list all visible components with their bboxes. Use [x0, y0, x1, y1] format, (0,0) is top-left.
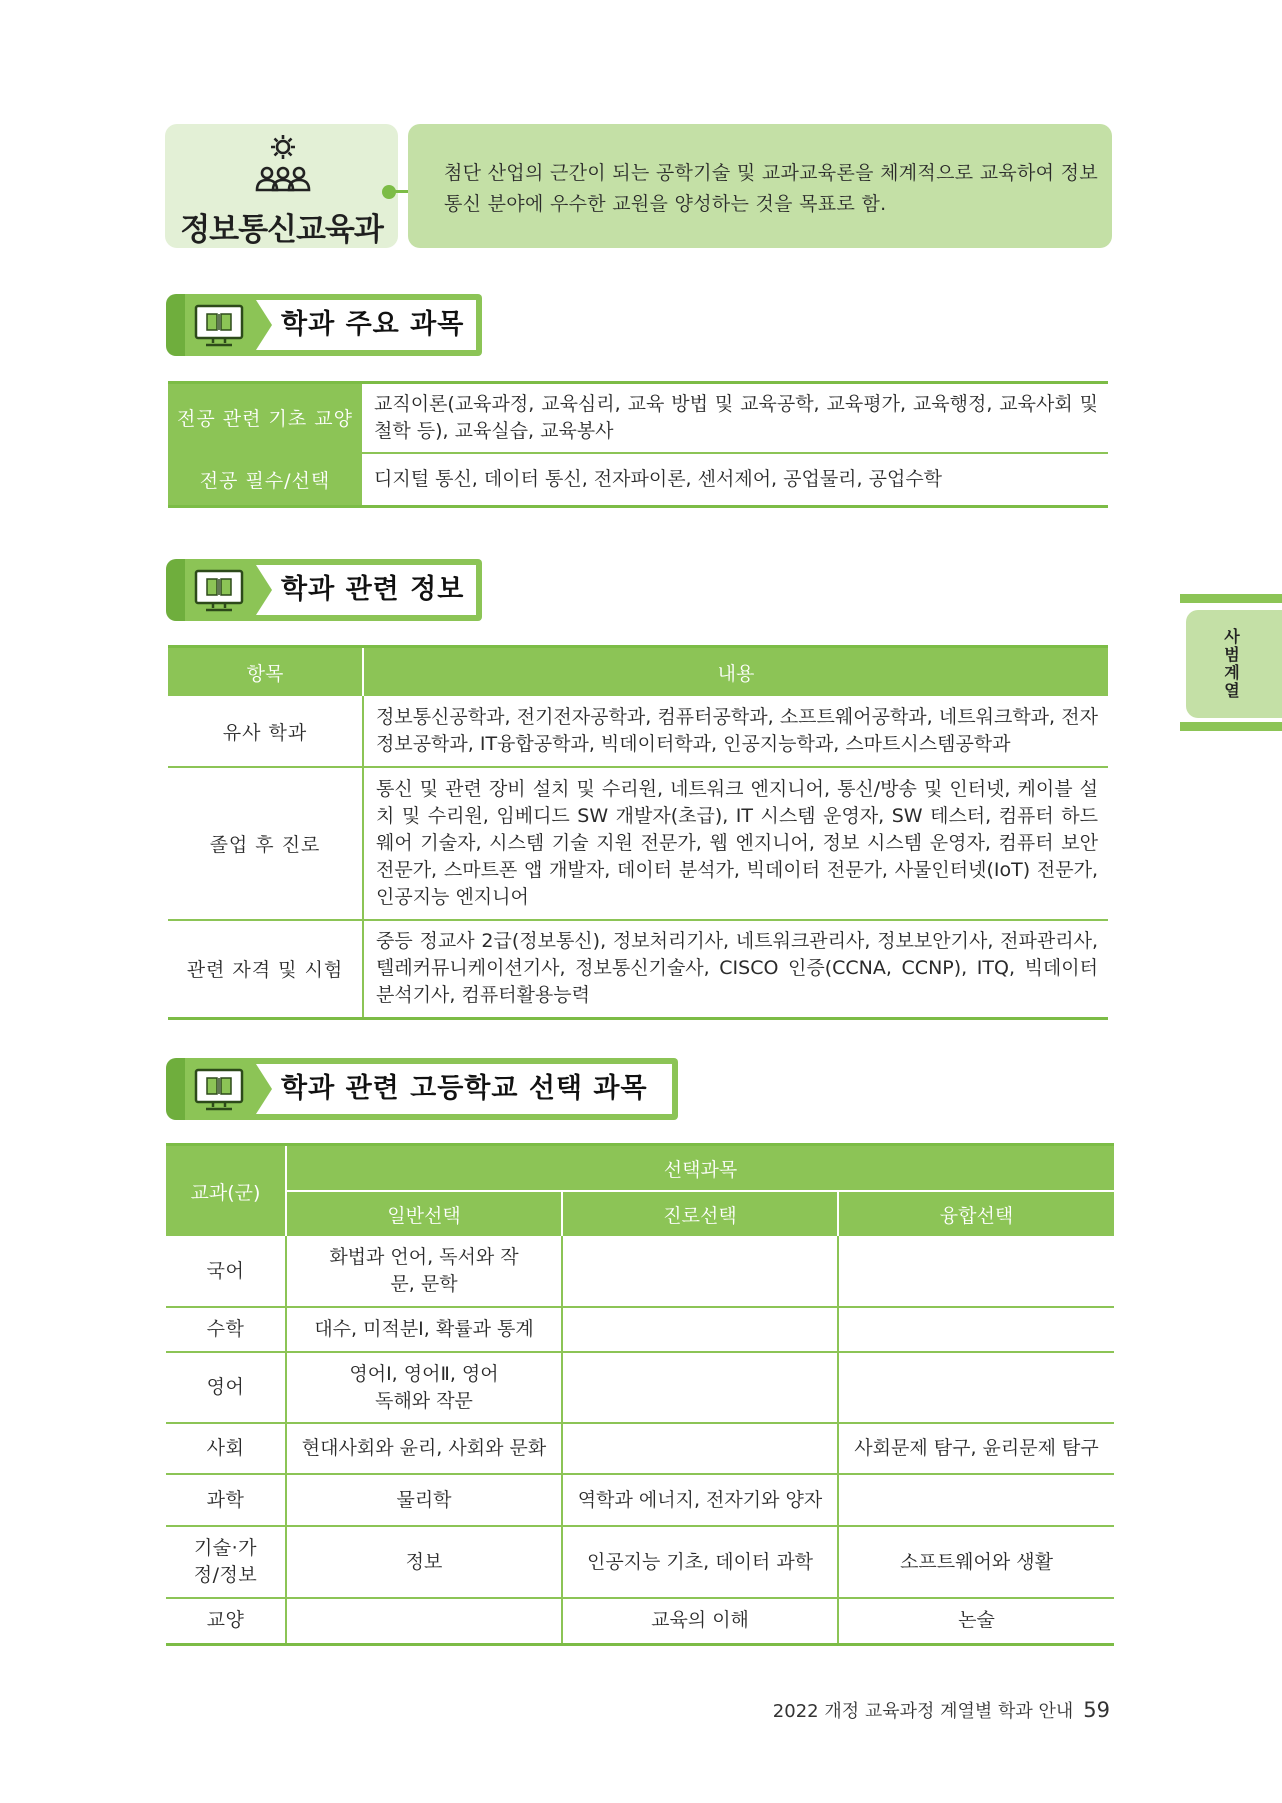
column-header-group: 선택과목 [286, 1145, 1114, 1192]
people-gear-icon [253, 132, 313, 198]
row-item: 유사 학과 [168, 696, 363, 767]
table-row [168, 383, 1108, 453]
career-cell [562, 1307, 838, 1352]
table-header-row [168, 647, 1108, 697]
row-value: 교직이론(교육과정, 교육심리, 교육 방법 및 교육공학, 교육평가, 교육행정, 교육사회 및 철학 등), 교육실습, 교육봉사 [362, 383, 1108, 453]
fusion-cell: 사회문제 탐구, 윤리문제 탐구 [838, 1423, 1114, 1474]
subject-cell: 기술·가정/정보 [166, 1526, 286, 1598]
row-item: 관련 자격 및 시험 [168, 920, 363, 1018]
footer-text: 2022 개정 교육과정 계열별 학과 안내 [772, 1701, 1074, 1722]
general-cell: 물리학 [286, 1474, 562, 1526]
side-tab-bar-bottom [1180, 722, 1282, 731]
general-cell: 대수, 미적분Ⅰ, 확률과 통계 [286, 1307, 562, 1352]
table-row [166, 1526, 1114, 1598]
subject-cell: 교양 [166, 1598, 286, 1644]
subject-cell: 국어 [166, 1236, 286, 1307]
table-row [168, 920, 1108, 1018]
table-header-row [166, 1145, 1114, 1192]
department-goal-box [408, 124, 1112, 248]
page-number: 59 [1083, 1698, 1110, 1722]
section-title: 학과 관련 고등학교 선택 과목 [281, 1073, 648, 1104]
subject-cell: 과학 [166, 1474, 286, 1526]
general-cell: 현대사회와 윤리, 사회와 문화 [286, 1423, 562, 1474]
department-title-box [165, 124, 398, 248]
general-cell: 정보 [286, 1526, 562, 1598]
career-cell: 역학과 에너지, 전자기와 양자 [562, 1474, 838, 1526]
monitor-book-icon [193, 303, 245, 349]
page-footer [773, 1697, 1110, 1723]
related-info-table [168, 645, 1108, 1020]
department-goal: 첨단 산업의 근간이 되는 공학기술 및 교과교육론을 체계적으로 교육하여 정보통신 분야에 우수한 교원을 양성하는 것을 목표로 함. [444, 162, 1098, 215]
side-tab-bar-top [1180, 594, 1282, 603]
row-content: 정보통신공학과, 전기전자공학과, 컴퓨터공학과, 소프트웨어공학과, 네트워크학과, 전자정보공학과, IT융합공학과, 빅데이터학과, 인공지능학과, 스마트시스템공학과 [363, 696, 1108, 767]
column-header: 내용 [363, 647, 1108, 697]
side-tab-label: 사범계열 [1224, 627, 1240, 700]
monitor-book-icon [193, 1067, 245, 1113]
table-row [166, 1423, 1114, 1474]
hs-courses-table [166, 1143, 1114, 1646]
career-cell: 인공지능 기초, 데이터 과학 [562, 1526, 838, 1598]
fusion-cell [838, 1307, 1114, 1352]
row-value: 디지털 통신, 데이터 통신, 전자파이론, 센서제어, 공업물리, 공업수학 [374, 467, 943, 490]
career-cell [562, 1352, 838, 1423]
column-header-subject: 교과(군) [166, 1145, 286, 1237]
fusion-cell: 논술 [958, 1609, 995, 1632]
column-header-career: 진로선택 [562, 1191, 838, 1236]
subject-cell: 사회 [166, 1423, 286, 1474]
table-row [166, 1236, 1114, 1307]
fusion-cell [838, 1474, 1114, 1526]
section-header-related-info [166, 559, 482, 621]
section-header-hs-courses [166, 1058, 678, 1120]
general-cell [286, 1598, 562, 1644]
table-header-row [166, 1191, 1114, 1236]
column-header-fusion: 융합선택 [838, 1191, 1114, 1236]
table-row [168, 767, 1108, 920]
side-category-tab[interactable] [1186, 610, 1282, 718]
fusion-cell [838, 1352, 1114, 1423]
row-content: 중등 정교사 2급(정보통신), 정보처리기사, 네트워크관리사, 정보보안기사, 전파관리사, 텔레커뮤니케이션기사, 정보통신기술사, CISCO 인증(CCNA, CCNP), ITQ, 빅데이터 분석기사, 컴퓨터활용능력 [376, 930, 1098, 1007]
table-row [168, 453, 1108, 507]
career-cell [562, 1423, 838, 1474]
table-row [166, 1598, 1114, 1644]
column-header: 항목 [168, 647, 363, 697]
general-cell: 화법과 언어, 독서와 작문, 문학 [286, 1236, 562, 1307]
table-row [166, 1352, 1114, 1423]
department-name: 정보통신교육과 [180, 212, 383, 248]
career-cell: 교육의 이해 [562, 1598, 838, 1644]
row-content: 통신 및 관련 장비 설치 및 수리원, 네트워크 엔지니어, 통신/방송 및 인터넷, 케이블 설치 및 수리원, 임베디드 SW 개발자(초급), IT 시스템 운영자, SW 테스터, 컴퓨터 하드웨어 기술자, 시스템 기술 지원 전문가, 웹 엔지니어, 정보 시스템 운영자, 컴퓨터 보안 전문가, 스마트폰 앱 개발자, 데이터 분석가, 빅데이터 전문가, 사물인터넷(IoT) 전문가, 인공지능 엔지니어 [363, 767, 1108, 920]
subject-cell: 수학 [166, 1307, 286, 1352]
row-item: 졸업 후 진로 [168, 767, 363, 920]
table-row [166, 1474, 1114, 1526]
section-title: 학과 주요 과목 [281, 309, 465, 340]
column-header-general: 일반선택 [286, 1191, 562, 1236]
monitor-book-icon [193, 568, 245, 614]
subject-cell: 영어 [166, 1352, 286, 1423]
fusion-cell: 소프트웨어와 생활 [838, 1526, 1114, 1598]
row-label: 전공 관련 기초 교양 [168, 383, 362, 453]
fusion-cell [838, 1236, 1114, 1307]
career-cell [562, 1236, 838, 1307]
table-row [168, 696, 1108, 767]
section-title: 학과 관련 정보 [281, 574, 465, 605]
general-cell: 영어Ⅰ, 영어Ⅱ, 영어 독해와 작문 [286, 1352, 562, 1423]
row-label: 전공 필수/선택 [168, 453, 362, 507]
section-header-main-courses [166, 294, 482, 356]
table-row [166, 1307, 1114, 1352]
main-courses-table [168, 381, 1108, 508]
